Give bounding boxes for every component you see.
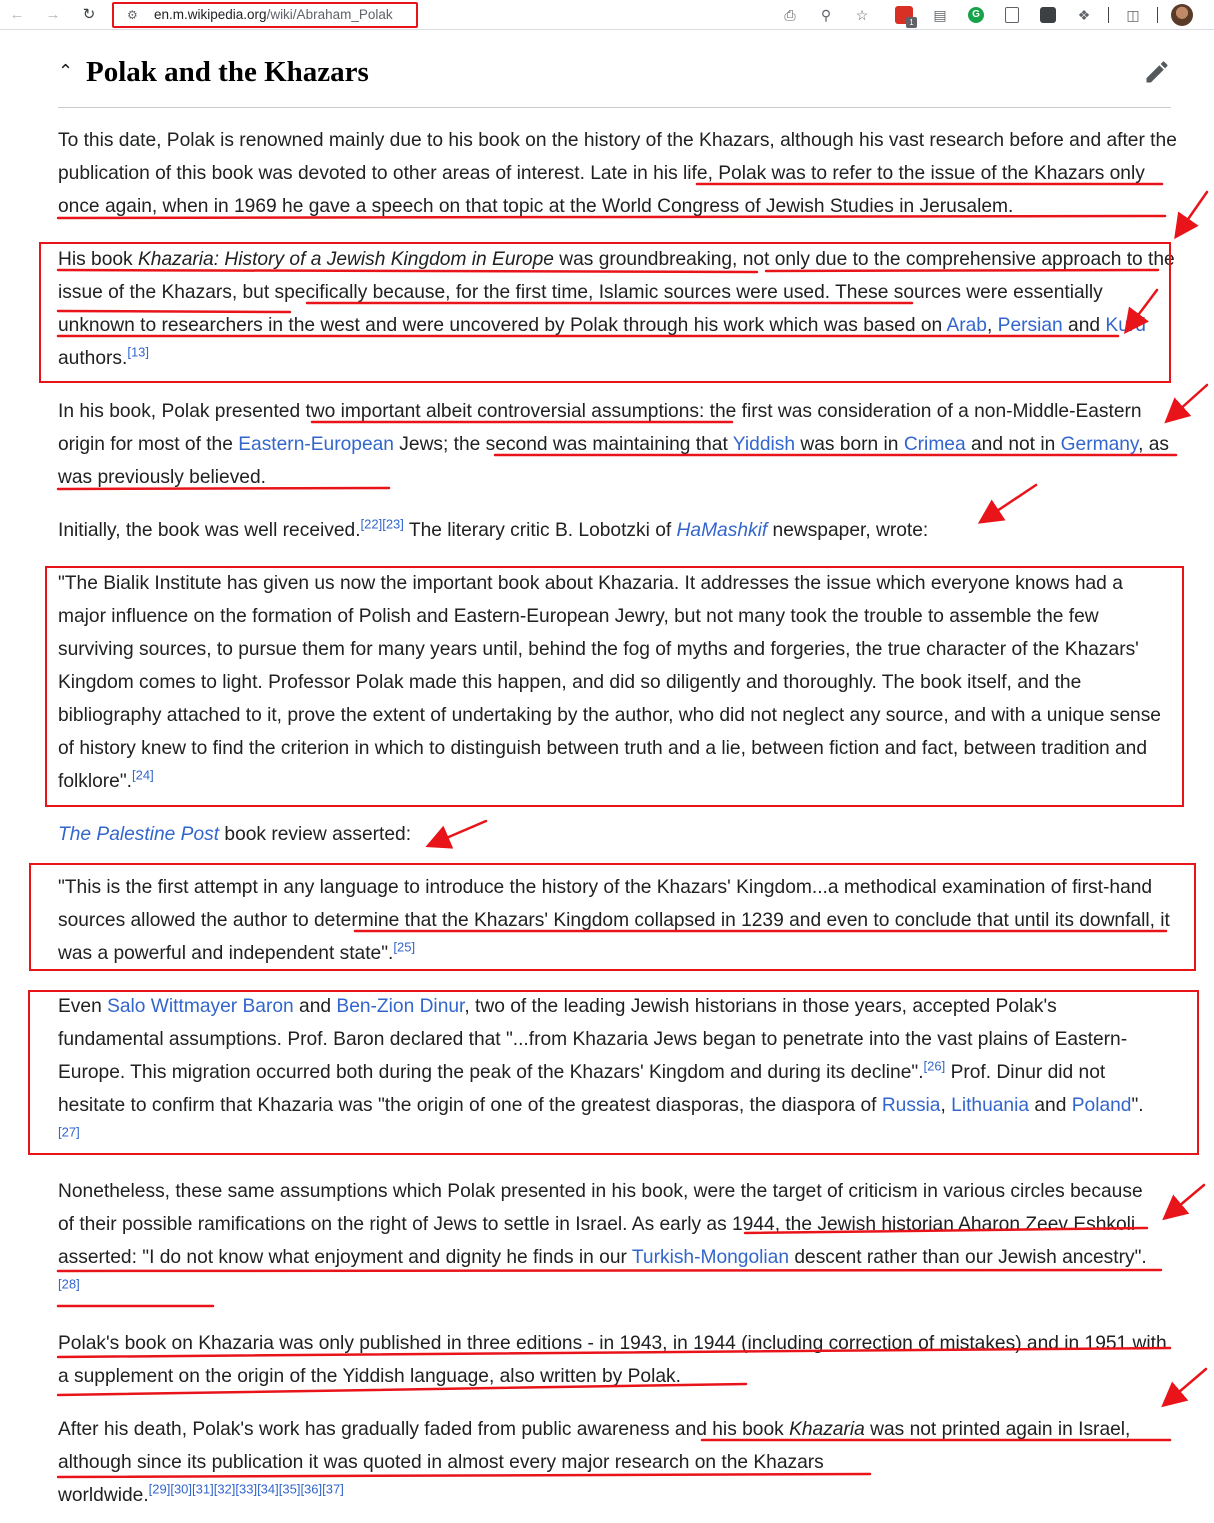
annotation-box bbox=[39, 242, 1171, 383]
back-arrow-icon[interactable]: ← bbox=[9, 6, 25, 23]
citation-23[interactable]: [23] bbox=[382, 516, 404, 532]
quote-bialik: "The Bialik Institute has given us now the important book about Khazaria. It addresses the issue which everyone knows had a major influence on the formation of Polish and Eastern-European Jewry, but not many took the trouble to assemble the few surviving sources, to pursue them for many years until, behind the fog of myths and forgeries, the true character of the Khazars' Kingdom comes to light. Professor Polak made this happen, and did so diligently and thoroughly. The book itself, and the bibliography attached to it, prove the extent of undertaking by the author, who did not neglect any source, and with a unique sense of history knew to find the criterion in which to distinguish between truth and a lie, between fiction and fact, between tradition and folklore".[24] bbox=[58, 573, 1161, 792]
paragraph-4: Initially, the book was well received.[22][23] The literary critic B. Lobotzki of HaMashkif newspaper, wrote: bbox=[58, 516, 929, 541]
bookmark-star-icon[interactable]: ☆ bbox=[855, 6, 869, 23]
grammarly-extension-icon[interactable]: G bbox=[964, 4, 988, 26]
link-poland[interactable]: Poland bbox=[1071, 1095, 1132, 1116]
annotation-box bbox=[29, 863, 1196, 971]
link-lithuania[interactable]: Lithuania bbox=[951, 1095, 1030, 1116]
browser-toolbar bbox=[0, 0, 1214, 30]
annotation-arrow bbox=[1166, 1185, 1204, 1217]
toolbar-divider bbox=[1108, 7, 1109, 23]
citation-28[interactable]: [28] bbox=[58, 1276, 80, 1292]
document-extension-icon[interactable] bbox=[1000, 4, 1024, 26]
extensions-puzzle-icon[interactable]: ❖ bbox=[1077, 6, 1091, 23]
install-app-icon[interactable]: ⎙ bbox=[784, 6, 796, 23]
reader-extension-icon[interactable]: ▤ bbox=[933, 6, 947, 23]
url-path: /wiki/Abraham_Polak bbox=[266, 7, 393, 22]
url-host: en.m.wikipedia.org bbox=[154, 7, 267, 22]
link-persian[interactable]: Persian bbox=[997, 315, 1063, 336]
tab-search-icon[interactable]: ◫ bbox=[1126, 6, 1140, 23]
address-bar-actions bbox=[778, 3, 886, 27]
link-salo-baron[interactable]: Salo Wittmayer Baron bbox=[107, 996, 294, 1017]
quote-palestine-post: "This is the first attempt in any language to introduce the history of the Khazars' Kingdom...a methodical examination of first-hand sources allowed the author to determine that the Khazars' Kingdom collapsed in 1239 and even to conclude that until its downfall, it was a powerful and independent state".[25] bbox=[58, 877, 1170, 964]
book-title-khazaria: Khazaria bbox=[789, 1419, 865, 1440]
citation-26[interactable]: [26] bbox=[923, 1058, 946, 1074]
paragraph-1: To this date, Polak is renowned mainly due to his book on the history of the Khazars, although his vast research before and after the publication of this book was devoted to other areas of interest. Late in his life, Polak was to refer to the issue of the Khazars only once again, when in 1969 he gave a speech on that topic at the World Congress of Jewish Studies in Jerusalem. bbox=[58, 130, 1177, 217]
chevron-up-icon[interactable]: ⌃ bbox=[58, 61, 74, 81]
site-settings-icon[interactable]: ⚙ bbox=[127, 8, 138, 22]
link-germany[interactable]: Germany bbox=[1060, 434, 1139, 455]
address-bar[interactable] bbox=[112, 2, 418, 28]
link-arab[interactable]: Arab bbox=[946, 315, 987, 336]
edit-pencil-icon[interactable] bbox=[1143, 58, 1171, 86]
profile-avatar[interactable] bbox=[1170, 4, 1194, 26]
paragraph-9: Nonetheless, these same assumptions which Polak presented in his book, were the target of criticism in various circles because of their possible ramifications on the right of Jews to settle in Israel. As early as 1944, the Jewish historian Aharon Zeev Eshkoli asserted: "I do not know what enjoyment and dignity he finds in our Turkish-Mongolian descent rather than our Jewish ancestry".[28] bbox=[58, 1181, 1147, 1292]
link-palestine-post[interactable]: The Palestine Post bbox=[58, 824, 220, 845]
link-eastern-european[interactable]: Eastern-European bbox=[238, 434, 394, 455]
openai-extension-icon[interactable] bbox=[1036, 4, 1060, 26]
link-hamashkif[interactable]: HaMashkif bbox=[676, 520, 768, 541]
link-russia[interactable]: Russia bbox=[881, 1095, 941, 1116]
section-title: Polak and the Khazars bbox=[86, 56, 369, 88]
red-extension-icon[interactable]: 1 bbox=[892, 4, 916, 26]
paragraph-8: Even Salo Wittmayer Baron and Ben-Zion Dinur, two of the leading Jewish historians in those years, accepted Polak's fundamental assumptions. Prof. Baron declared that "...from Khazaria Jews began to penetrate into the vast plains of Eastern-Europe. This migration occurred both during the peak of the Khazars' Kingdom and during its decline".[26] Prof. Dinur did not hesitate to confirm that Khazaria was "the origin of one of the greatest diasporas, the diaspora of Russia, Lithuania and Poland".[27] bbox=[58, 996, 1144, 1140]
annotation-box bbox=[28, 990, 1199, 1155]
citation-13[interactable]: [13] bbox=[127, 344, 150, 360]
paragraph-6: The Palestine Post book review asserted: bbox=[58, 824, 412, 845]
annotation-box bbox=[45, 566, 1184, 807]
citation-24[interactable]: [24] bbox=[132, 767, 154, 783]
toolbar-divider bbox=[1157, 7, 1158, 23]
citation-22[interactable]: [22] bbox=[360, 516, 383, 532]
paragraph-2: His book Khazaria: History of a Jewish Kingdom in Europe was groundbreaking, not only due to the comprehensive approach to the issue of the Khazars, but specifically because, for the first time, Islamic sources were used. These sources were essentially unknown to researchers in the west and were uncovered by Polak through his work which was based on Arab, Persian and Kurd authors.[13] bbox=[58, 249, 1175, 369]
link-yiddish[interactable]: Yiddish bbox=[732, 434, 796, 455]
extensions-area bbox=[892, 3, 1206, 27]
zoom-icon[interactable]: ⚲ bbox=[820, 6, 832, 23]
citations-29-37[interactable]: [29][30][31][32][33][34][35][36][37] bbox=[148, 1481, 344, 1497]
paragraph-11: After his death, Polak's work has gradually faded from public awareness and his book Khazaria was not printed again in Israel, although since its publication it was quoted in almost every major research on the Khazars worldwide.[29][30][31][32][33][34][35][36][37] bbox=[58, 1419, 1131, 1506]
link-dinur[interactable]: Ben-Zion Dinur bbox=[336, 996, 465, 1017]
link-turkish-mongolian[interactable]: Turkish-Mongolian bbox=[631, 1247, 790, 1268]
paragraph-3: In his book, Polak presented two important albeit controversial assumptions: the first was consideration of a non-Middle-Eastern origin for most of the Eastern-European Jews; the second was maintaining that Yiddish was born in Crimea and not in Germany, as was previously believed. bbox=[58, 401, 1170, 488]
reload-icon[interactable]: ↻ bbox=[82, 6, 96, 23]
forward-arrow-icon[interactable]: → bbox=[45, 6, 61, 23]
section-header[interactable] bbox=[58, 52, 1171, 108]
link-kurd[interactable]: Kurd bbox=[1105, 315, 1146, 336]
citation-25[interactable]: [25] bbox=[393, 939, 416, 955]
link-crimea[interactable]: Crimea bbox=[903, 434, 966, 455]
book-title: Khazaria: History of a Jewish Kingdom in Europe bbox=[137, 249, 554, 270]
paragraph-10: Polak's book on Khazaria was only published in three editions - in 1943, in 1944 (including correction of mistakes) and in 1951 with a supplement on the origin of the Yiddish language, also written by Polak. bbox=[58, 1333, 1167, 1387]
annotation-arrow bbox=[1177, 192, 1207, 235]
citation-27[interactable]: [27] bbox=[58, 1124, 80, 1140]
